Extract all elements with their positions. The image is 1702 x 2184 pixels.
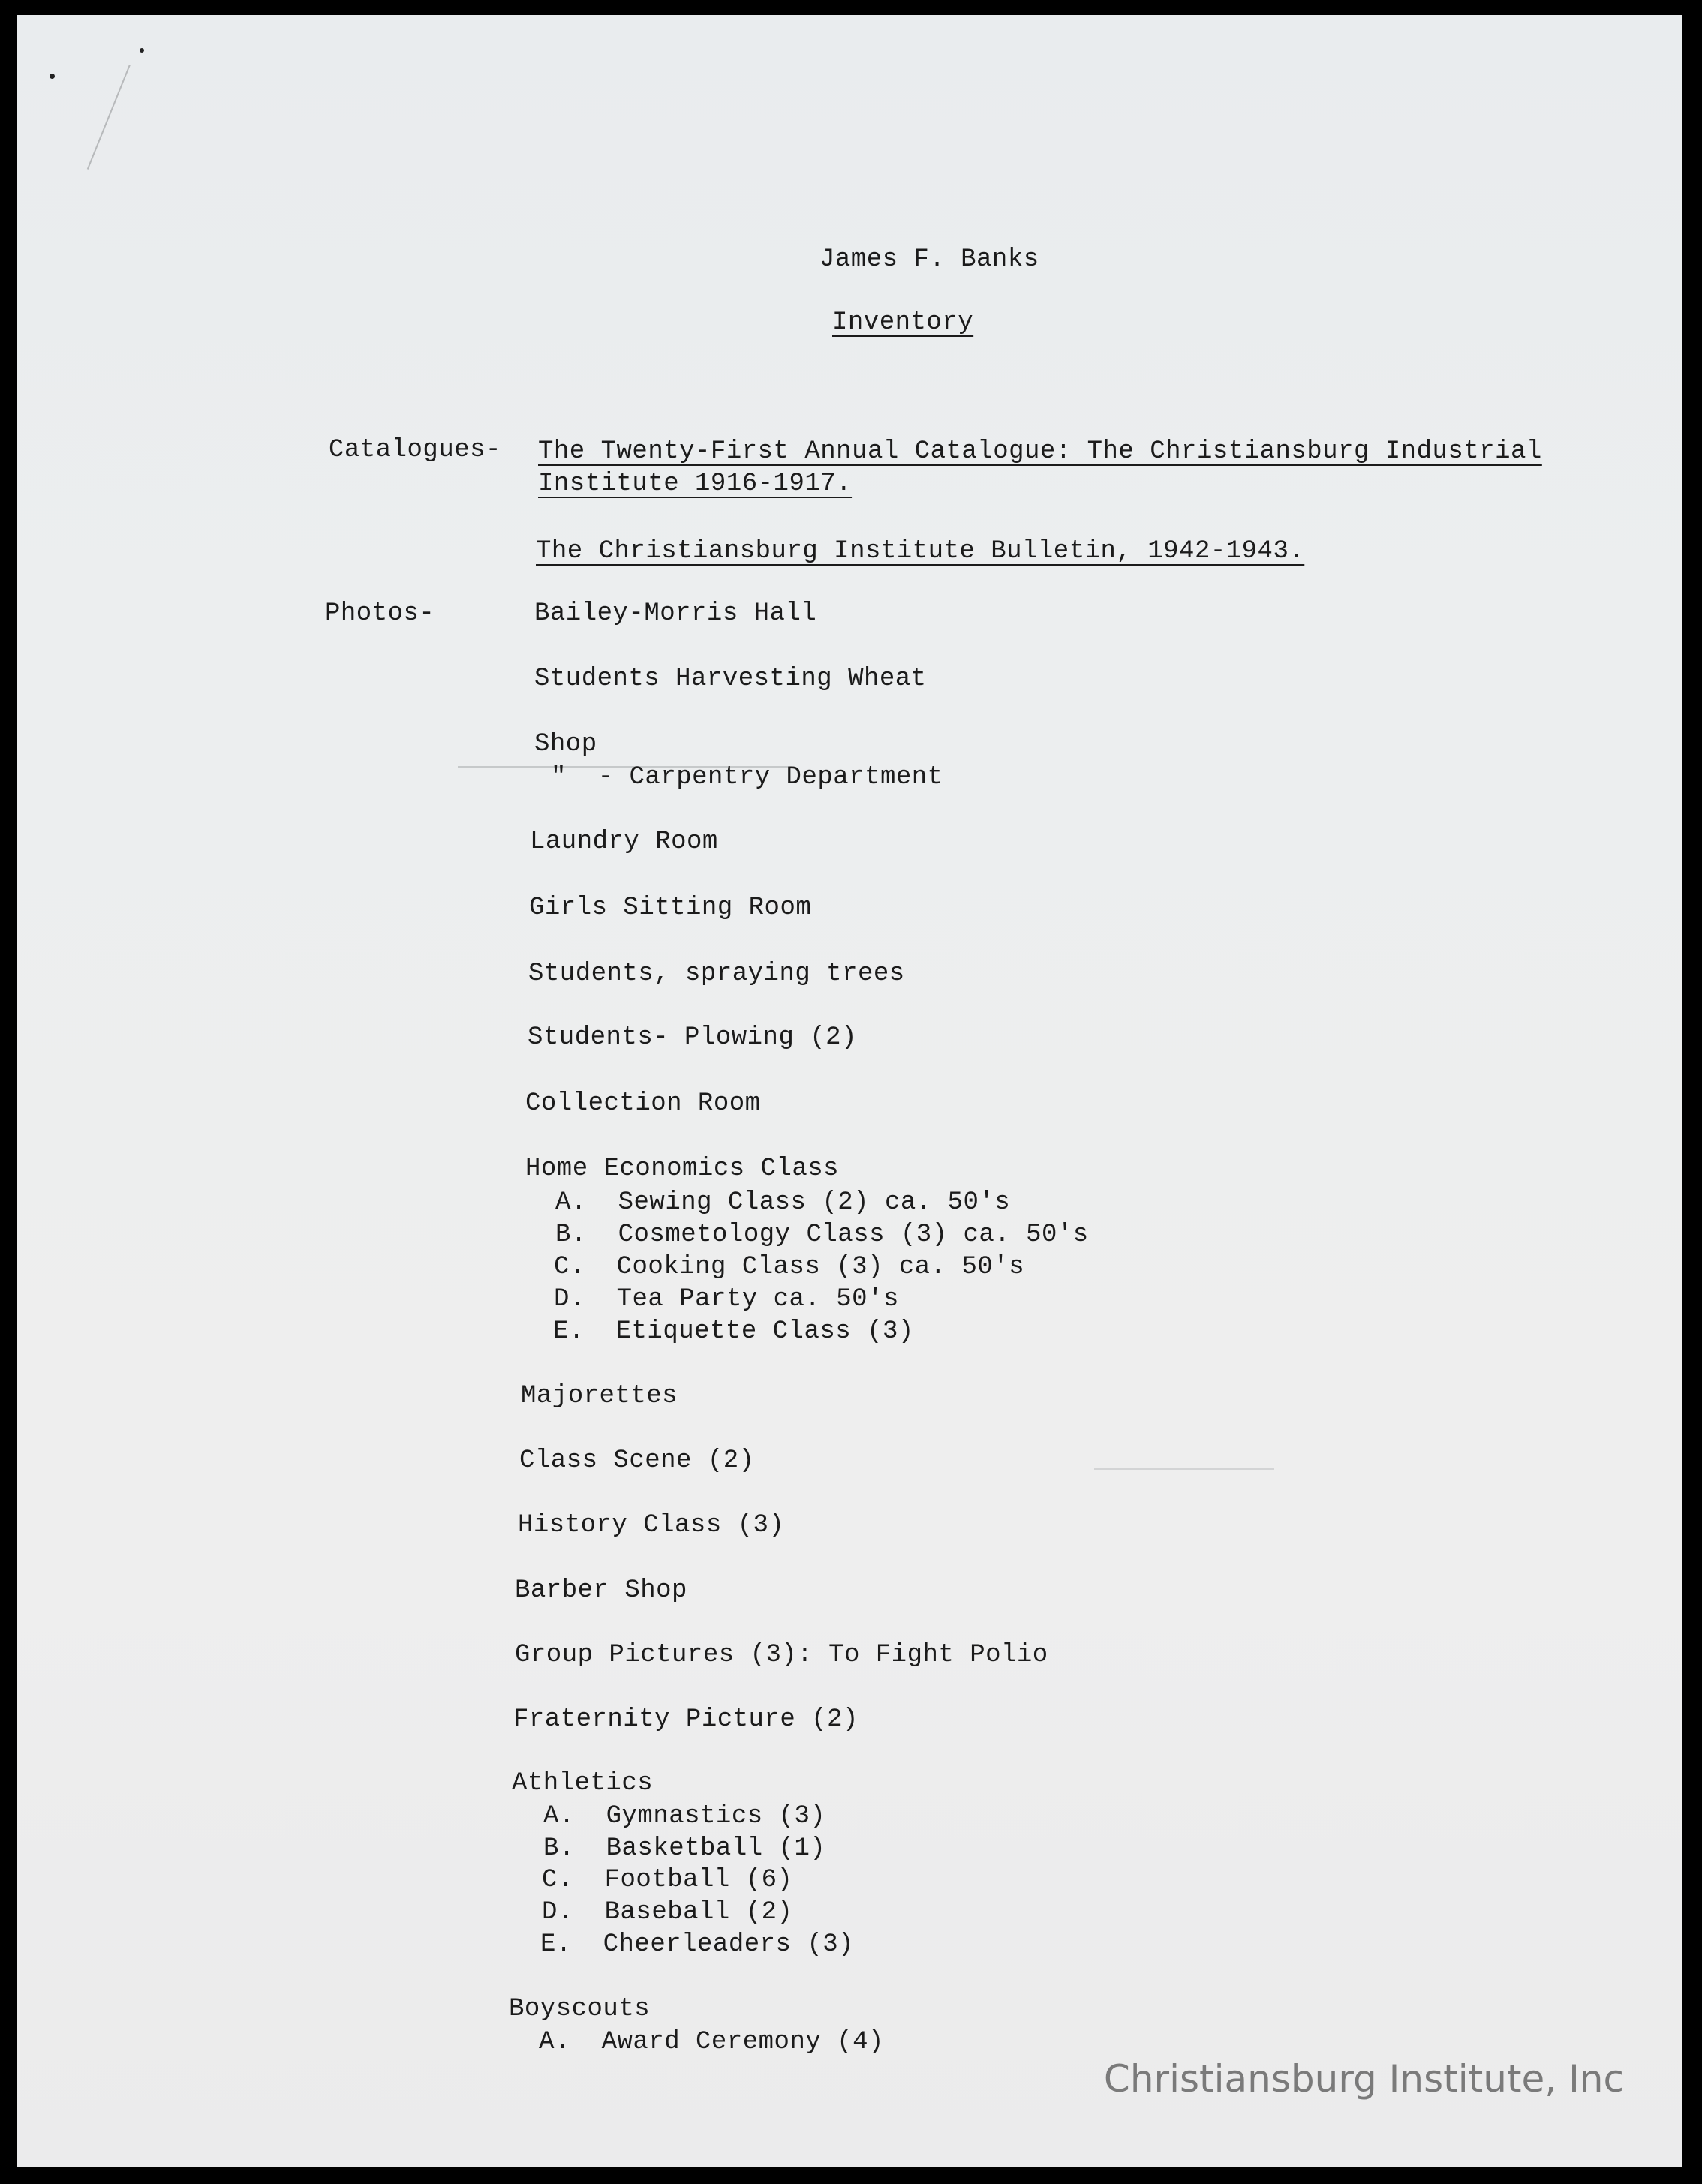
photo-subitem: A. Gymnastics (3): [543, 1802, 826, 1831]
section-label-photos: Photos-: [325, 599, 435, 628]
document-page: [17, 15, 1682, 2167]
photo-item: History Class (3): [518, 1511, 785, 1540]
catalogue-item: The Christiansburg Institute Bulletin, 1942-1943.: [536, 537, 1305, 566]
photo-subitem: E. Cheerleaders (3): [540, 1930, 855, 1959]
paper-scratch: [1094, 1468, 1274, 1470]
photo-item: Boyscouts: [509, 1995, 651, 2023]
paper-scratch: [87, 65, 131, 170]
photo-item: Group Pictures (3): To Fight Polio: [515, 1641, 1048, 1669]
watermark: Christiansburg Institute, Inc: [1103, 2057, 1624, 2101]
catalogue-item: The Twenty-First Annual Catalogue: The Christiansburg Industrial: [538, 437, 1542, 466]
paper-speck: [140, 48, 144, 53]
photo-item: " - Carpentry Department: [551, 763, 943, 792]
photo-item: Home Economics Class: [525, 1155, 840, 1183]
document-author-name: James F. Banks: [819, 245, 1039, 274]
photo-item: Athletics: [512, 1769, 654, 1798]
photo-subitem: C. Cooking Class (3) ca. 50's: [554, 1253, 1025, 1281]
photo-subitem: A. Sewing Class (2) ca. 50's: [555, 1188, 1011, 1217]
section-label-catalogues: Catalogues-: [329, 436, 501, 464]
photo-item: Bailey-Morris Hall: [534, 599, 817, 628]
photo-subitem: A. Award Ceremony (4): [539, 2028, 884, 2056]
photo-item: Students Harvesting Wheat: [534, 665, 927, 693]
photo-item: Collection Room: [525, 1089, 761, 1118]
photo-subitem: B. Basketball (1): [543, 1834, 826, 1863]
paper-speck: [50, 74, 55, 79]
document-title: Inventory: [832, 308, 974, 337]
photo-item: Students- Plowing (2): [528, 1023, 857, 1052]
photo-subitem: C. Football (6): [542, 1866, 793, 1894]
photo-item: Students, spraying trees: [528, 960, 905, 988]
photo-item: Shop: [534, 730, 597, 759]
photo-subitem: D. Tea Party ca. 50's: [554, 1285, 899, 1314]
photo-item: Class Scene (2): [519, 1446, 755, 1475]
photo-subitem: D. Baseball (2): [542, 1898, 793, 1927]
photo-subitem: E. Etiquette Class (3): [553, 1317, 914, 1346]
photo-item: Majorettes: [521, 1382, 678, 1410]
catalogue-item: Institute 1916-1917.: [538, 470, 853, 498]
photo-item: Fraternity Picture (2): [513, 1705, 859, 1734]
photo-subitem: B. Cosmetology Class (3) ca. 50's: [555, 1221, 1089, 1249]
photo-item: Girls Sitting Room: [529, 894, 812, 922]
photo-item: Barber Shop: [515, 1576, 687, 1605]
photo-item: Laundry Room: [530, 828, 718, 856]
